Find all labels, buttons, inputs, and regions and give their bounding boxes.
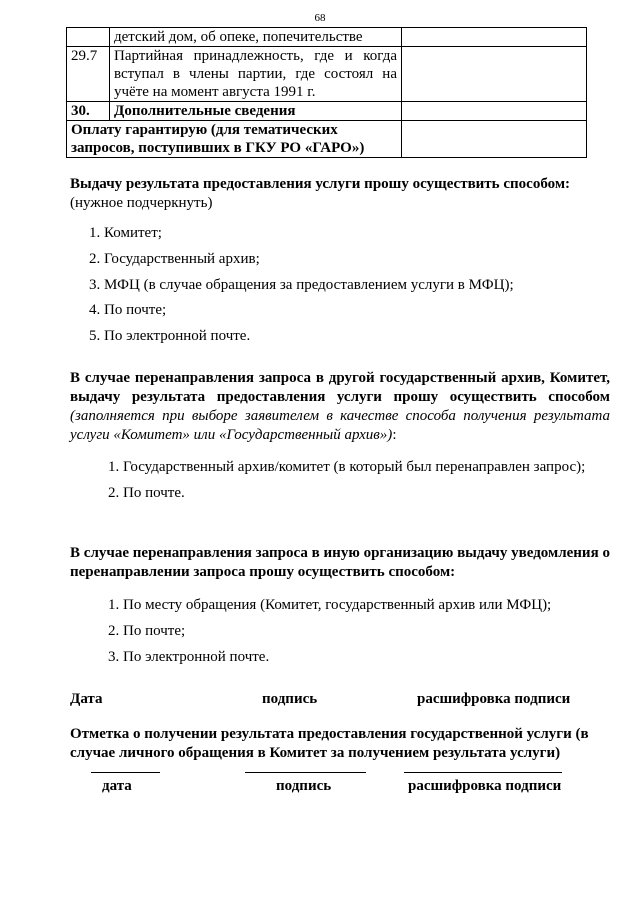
receipt-date-label: дата — [102, 778, 132, 794]
table-row — [67, 121, 587, 158]
row-number: 29.7 — [67, 47, 110, 102]
section2-intro — [70, 369, 610, 445]
section1-intro — [70, 175, 610, 213]
list-item: 4. По почте; — [89, 302, 167, 318]
row-number: 30. — [67, 102, 110, 121]
row-value — [402, 47, 587, 102]
signature-decoding-label: расшифровка подписи — [417, 691, 571, 707]
list-item: 3. По электронной почте. — [108, 649, 270, 665]
receipt-signature-label: подпись — [276, 778, 332, 794]
list-item: 1. Государственный архив/комитет (в который был перенаправлен запрос); — [108, 459, 586, 475]
table-row — [67, 47, 587, 102]
list-item: 1. По месту обращения (Комитет, государственный архив или МФЦ); — [108, 597, 552, 613]
section1-heading: Выдачу результата предоставления услуги прошу осуществить способом: — [70, 176, 571, 192]
receipt-decoding-label: расшифровка подписи — [408, 778, 562, 794]
row-value — [402, 28, 587, 47]
list-item: 1. Комитет; — [89, 225, 162, 241]
page-number: 68 — [314, 12, 326, 24]
signature-line — [245, 772, 366, 773]
section2-suffix: : — [392, 427, 397, 443]
decoding-line — [404, 772, 562, 773]
row-value — [402, 102, 587, 121]
section2-note: (заполняется при выборе заявителем в качестве способа получения результата услуги «Комитет» или «Государственный архив») — [70, 408, 610, 443]
signature-label: подпись — [262, 691, 318, 707]
date-line — [91, 772, 160, 773]
date-label: Дата — [70, 691, 103, 707]
row-description: Дополнительные сведения — [110, 102, 402, 121]
list-item: 2. Государственный архив; — [89, 251, 260, 267]
table-row — [67, 28, 587, 47]
section3-heading: В случае перенаправления запроса в иную организацию выдачу уведомления о перенаправлении запроса прошу осуществить способом: — [70, 545, 610, 580]
row-number — [67, 28, 110, 47]
list-item: 2. По почте; — [108, 623, 186, 639]
receipt-heading: Отметка о получении результата предоставления государственной услуги (в случае личного обращения в Комитет за получением результата услуги) — [70, 726, 589, 761]
row-value — [402, 121, 587, 158]
section2-heading: В случае перенаправления запроса в другой государственный архив, Комитет, выдачу результата предоставления услуги прошу осуществить способом — [70, 370, 610, 405]
section1-note: (нужное подчеркнуть) — [70, 195, 213, 211]
row-description: Партийная принадлежность, где и когда вступал в члены партии, где состоял на учёте на момент августа 1991 г. — [110, 47, 402, 102]
questionnaire-table — [66, 27, 587, 158]
list-item: 3. МФЦ (в случае обращения за предоставлением услуги в МФЦ); — [89, 277, 514, 293]
list-item: 5. По электронной почте. — [89, 328, 251, 344]
payment-guarantee-label: Оплату гарантирую (для тематических запросов, поступивших в ГКУ РО «ГАРО») — [67, 121, 402, 158]
table-row — [67, 102, 587, 121]
list-item: 2. По почте. — [108, 485, 185, 501]
row-description: детский дом, об опеке, попечительстве — [110, 28, 402, 47]
